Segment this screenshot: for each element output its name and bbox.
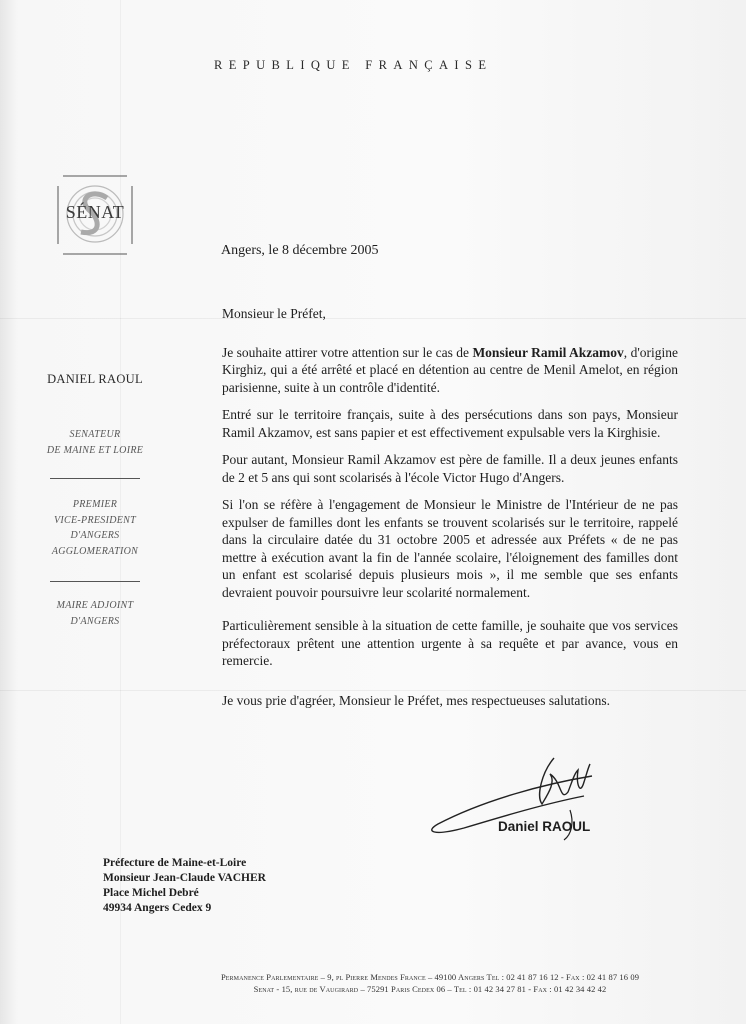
role-line: AGGLOMERATION xyxy=(51,545,139,557)
letter-body xyxy=(222,305,678,709)
closing: Je vous prie d'agréer, Monsieur le Préfet, mes respectueuses salutations. xyxy=(222,692,611,708)
address-line: Monsieur Jean-Claude VACHER xyxy=(103,872,266,884)
senat-logo-text: SÉNAT xyxy=(65,202,125,222)
role-line: D'ANGERS xyxy=(70,530,120,541)
paragraph-3: Pour autant, Monsieur Ramil Akzamov est père de famille. Il a deux jeunes enfants de 2 et 5 ans qui sont scolarisés à l'école Victor Hugo d'Angers. xyxy=(222,452,678,485)
role-senateur xyxy=(30,427,160,458)
address-line: Place Michel Debré xyxy=(103,887,199,899)
person-name: Monsieur Ramil Akzamov xyxy=(472,344,624,360)
signature-name: Daniel RAOUL xyxy=(498,819,591,834)
sender-sidebar xyxy=(30,372,160,629)
footer-line-2: Senat - 15, rue de Vaugirard – 75291 Paris Cedex 06 – Tel : 01 42 34 27 81 - Fax : 01 42 34 42 42 xyxy=(253,984,607,994)
role-line: PREMIER xyxy=(72,499,118,510)
paragraph-2: Entré sur le territoire français, suite à des persécutions dans son pays, Monsieur Ramil Akzamov, est sans papier et est effectivement expulsable vers la Kirghisie. xyxy=(222,407,678,440)
address-line: Préfecture de Maine-et-Loire xyxy=(103,857,247,869)
paragraph-4: Si l'on se réfère à l'engagement de Monsieur le Ministre de l'Intérieur de ne pas expulser de familles dont les enfants se trouvent scolarisés sur le territoire, rappelé dans la circulaire datée du 31 octobre 2005 et adressée aux Préfets « de ne pas mettre à exécution avant la fin de l'année scolaire, l'éloignement des familles dont un enfant est scolarisé depuis plusieurs mois », il me semble que ses enfants devraient pouvoir poursuivre leur scolarité normalement. xyxy=(222,497,678,600)
role-line: D'ANGERS xyxy=(70,615,120,627)
paragraph-1 xyxy=(222,344,678,397)
senat-logo xyxy=(55,174,135,256)
role-vice-president xyxy=(30,497,160,559)
paragraph-text: , d'origine Kirghiz, qui a été arrêté et placé en détention au centre de Menil Amelot, en région parisienne, suite à un contrôle d'identité. xyxy=(222,344,678,395)
footer-line-1: Permanence Parlementaire – 9, pl Pierre Mendes France – 49100 Angers Tel : 02 41 87 16 12 - Fax : 02 41 87 16 09 xyxy=(220,972,640,982)
salutation: Monsieur le Préfet, xyxy=(222,306,326,321)
paragraph-5: Particulièrement sensible à la situation de cette famille, je souhaite que vos services préfectoraux prêtent une attention urgente à sa requête et par avance, vous en remercie. xyxy=(222,618,678,668)
date-line: Angers, le 8 décembre 2005 xyxy=(221,243,379,258)
address-line: 49934 Angers Cedex 9 xyxy=(103,902,212,914)
paragraph-text: Je souhaite attirer votre attention sur le cas de xyxy=(222,344,473,360)
republique-header: REPUBLIQUE FRANÇAISE xyxy=(214,58,493,72)
role-line: MAIRE ADJOINT xyxy=(56,600,134,611)
role-line: DE MAINE ET LOIRE xyxy=(46,444,144,456)
role-maire-adjoint xyxy=(30,598,160,629)
role-line: SENATEUR xyxy=(69,429,121,440)
role-line: VICE-PRESIDENT xyxy=(54,514,136,526)
recipient-address xyxy=(103,856,266,916)
sender-name: DANIEL RAOUL xyxy=(47,372,143,386)
